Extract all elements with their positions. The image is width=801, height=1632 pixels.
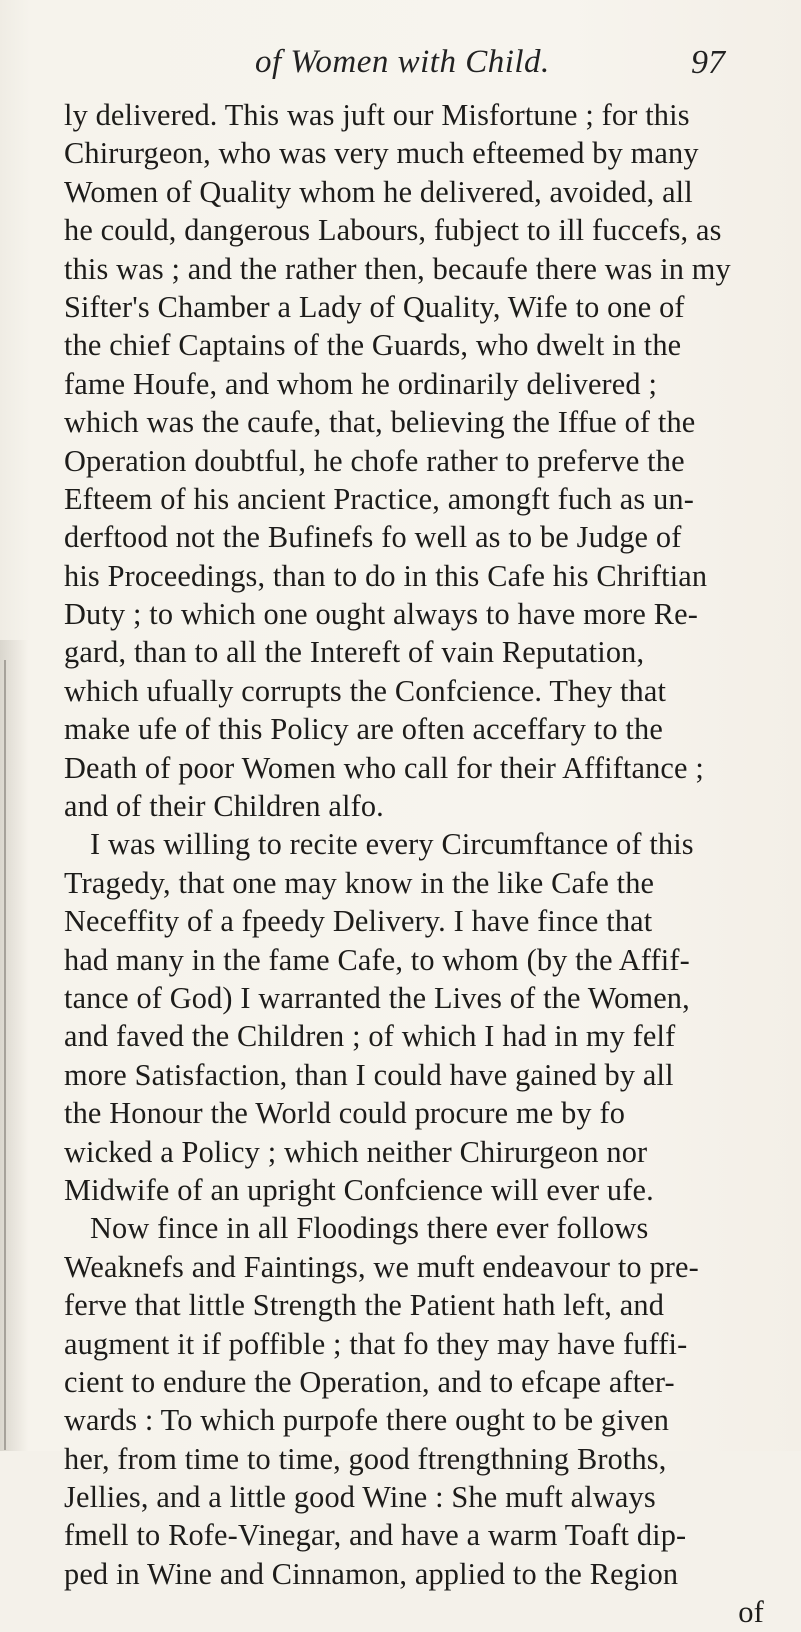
page-number: 97 (691, 44, 725, 81)
body-text (64, 96, 784, 1632)
text-line: the chief Captains of the Guards, who dwelt in the (64, 328, 682, 363)
text-line: Jellies, and a little good Wine : She muft always (64, 1480, 656, 1515)
text-line: Women of Quality whom he delivered, avoided, all (64, 174, 693, 209)
text-line: the Honour the World could procure me by fo (64, 1096, 626, 1131)
text-line: he could, dangerous Labours, fubject to ill fuccefs, as (64, 213, 722, 248)
text-line: Now fince in all Floodings there ever follows (90, 1211, 649, 1246)
text-line: more Satisfaction, than I could have gained by all (64, 1057, 674, 1092)
page-header (255, 44, 725, 92)
text-line: I was willing to recite every Circumftance of this (90, 827, 694, 862)
text-line: fmell to Rofe-Vinegar, and have a warm Toaft dip- (64, 1518, 687, 1553)
text-line: Operation doubtful, he chofe rather to preferve the (64, 443, 685, 478)
text-line: make ufe of this Policy are often acceffary to the (64, 712, 663, 747)
text-line: fame Houfe, and whom he ordinarily delivered ; (64, 366, 658, 401)
text-line: Tragedy, that one may know in the like Cafe the (64, 865, 655, 900)
text-line: derftood not the Bufinefs fo well as to be Judge of (64, 520, 682, 555)
text-line: Weaknefs and Faintings, we muft endeavour to pre- (64, 1249, 699, 1284)
text-line: which was the caufe, that, believing the Iffue of the (64, 405, 696, 440)
text-line: this was ; and the rather then, becaufe there was in my (64, 251, 731, 286)
text-line: had many in the fame Cafe, to whom (by the Affif- (64, 942, 690, 977)
text-line: Midwife of an upright Confcience will ever ufe. (64, 1172, 654, 1207)
text-line: Sifter's Chamber a Lady of Quality, Wife to one of (64, 289, 685, 324)
text-line: wards : To which purpofe there ought to be given (64, 1403, 670, 1438)
text-line: cient to endure the Operation, and to efcape after- (64, 1364, 675, 1399)
text-line: which ufually corrupts the Confcience. They that (64, 673, 667, 708)
text-line: augment it if poffible ; that fo they may have fuffi- (64, 1326, 688, 1361)
text-line: Chirurgeon, who was very much efteemed by many (64, 136, 699, 171)
text-line: and faved the Children ; of which I had in my felf (64, 1019, 676, 1054)
page-edge-line (4, 660, 6, 1450)
text-line: ped in Wine and Cinnamon, applied to the Region (64, 1556, 679, 1591)
text-line: her, from time to time, good ftrengthning Broths, (64, 1441, 667, 1476)
text-line: gard, than to all the Intereft of vain Reputation, (64, 635, 645, 670)
text-line: tance of God) I warranted the Lives of the Women, (64, 980, 690, 1015)
text-line: Neceffity of a fpeedy Delivery. I have fince that (64, 904, 653, 939)
catchword: of (738, 1595, 764, 1630)
text-line: and of their Children alfo. (64, 789, 384, 824)
text-line: ly delivered. This was juft our Misfortune ; for this (64, 98, 690, 132)
text-line: ferve that little Strength the Patient hath left, and (64, 1288, 665, 1323)
text-line: Death of poor Women who call for their Affiftance ; (64, 750, 704, 785)
text-line: wicked a Policy ; which neither Chirurgeon nor (64, 1134, 648, 1169)
text-line: Duty ; to which one ought always to have more Re- (64, 597, 698, 632)
text-line: his Proceedings, than to do in this Cafe his Chriftian (64, 558, 708, 593)
running-head: of Women with Child. (255, 44, 550, 80)
text-line: Efteem of his ancient Practice, amongft fuch as un- (64, 481, 694, 516)
